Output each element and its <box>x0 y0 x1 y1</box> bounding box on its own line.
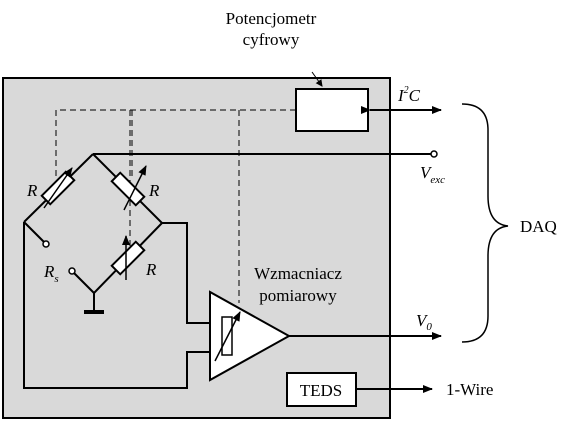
resistor-label-top-left: R <box>27 181 38 200</box>
resistor-label-bottom-right: R <box>146 260 157 279</box>
amplifier-label-line1: Wzmacniacz <box>254 264 342 283</box>
vexc-label-sub: exc <box>430 174 446 186</box>
rs-terminal-b <box>69 268 75 274</box>
i2c-label <box>397 85 421 105</box>
pot-label-line1: Potencjometr <box>225 9 317 28</box>
daq-label: DAQ <box>520 217 557 236</box>
resistor-label-top-right: R <box>149 181 160 200</box>
vexc-label-v: V <box>420 163 431 182</box>
teds-label: TEDS <box>299 381 343 400</box>
i2c-label-sup: 2 <box>403 85 409 96</box>
digital-potentiometer-box <box>296 89 368 131</box>
rs-label-sub: s <box>54 273 59 285</box>
i2c-label-i: I <box>398 86 404 105</box>
vexc-terminal <box>431 151 437 157</box>
daq-brace <box>462 104 508 342</box>
rs-label-r: R <box>44 262 55 281</box>
pot-label-line2: cyfrowy <box>242 30 300 49</box>
i2c-label-c: C <box>408 86 421 105</box>
v0-label <box>416 311 432 333</box>
vexc-label <box>420 163 445 186</box>
rs-terminal-a <box>43 241 49 247</box>
onewire-label: 1-Wire <box>446 380 494 399</box>
v0-label-v: V <box>416 311 427 330</box>
amplifier-label-line2: pomiarowy <box>259 286 337 305</box>
v0-label-sub: 0 <box>426 321 432 333</box>
